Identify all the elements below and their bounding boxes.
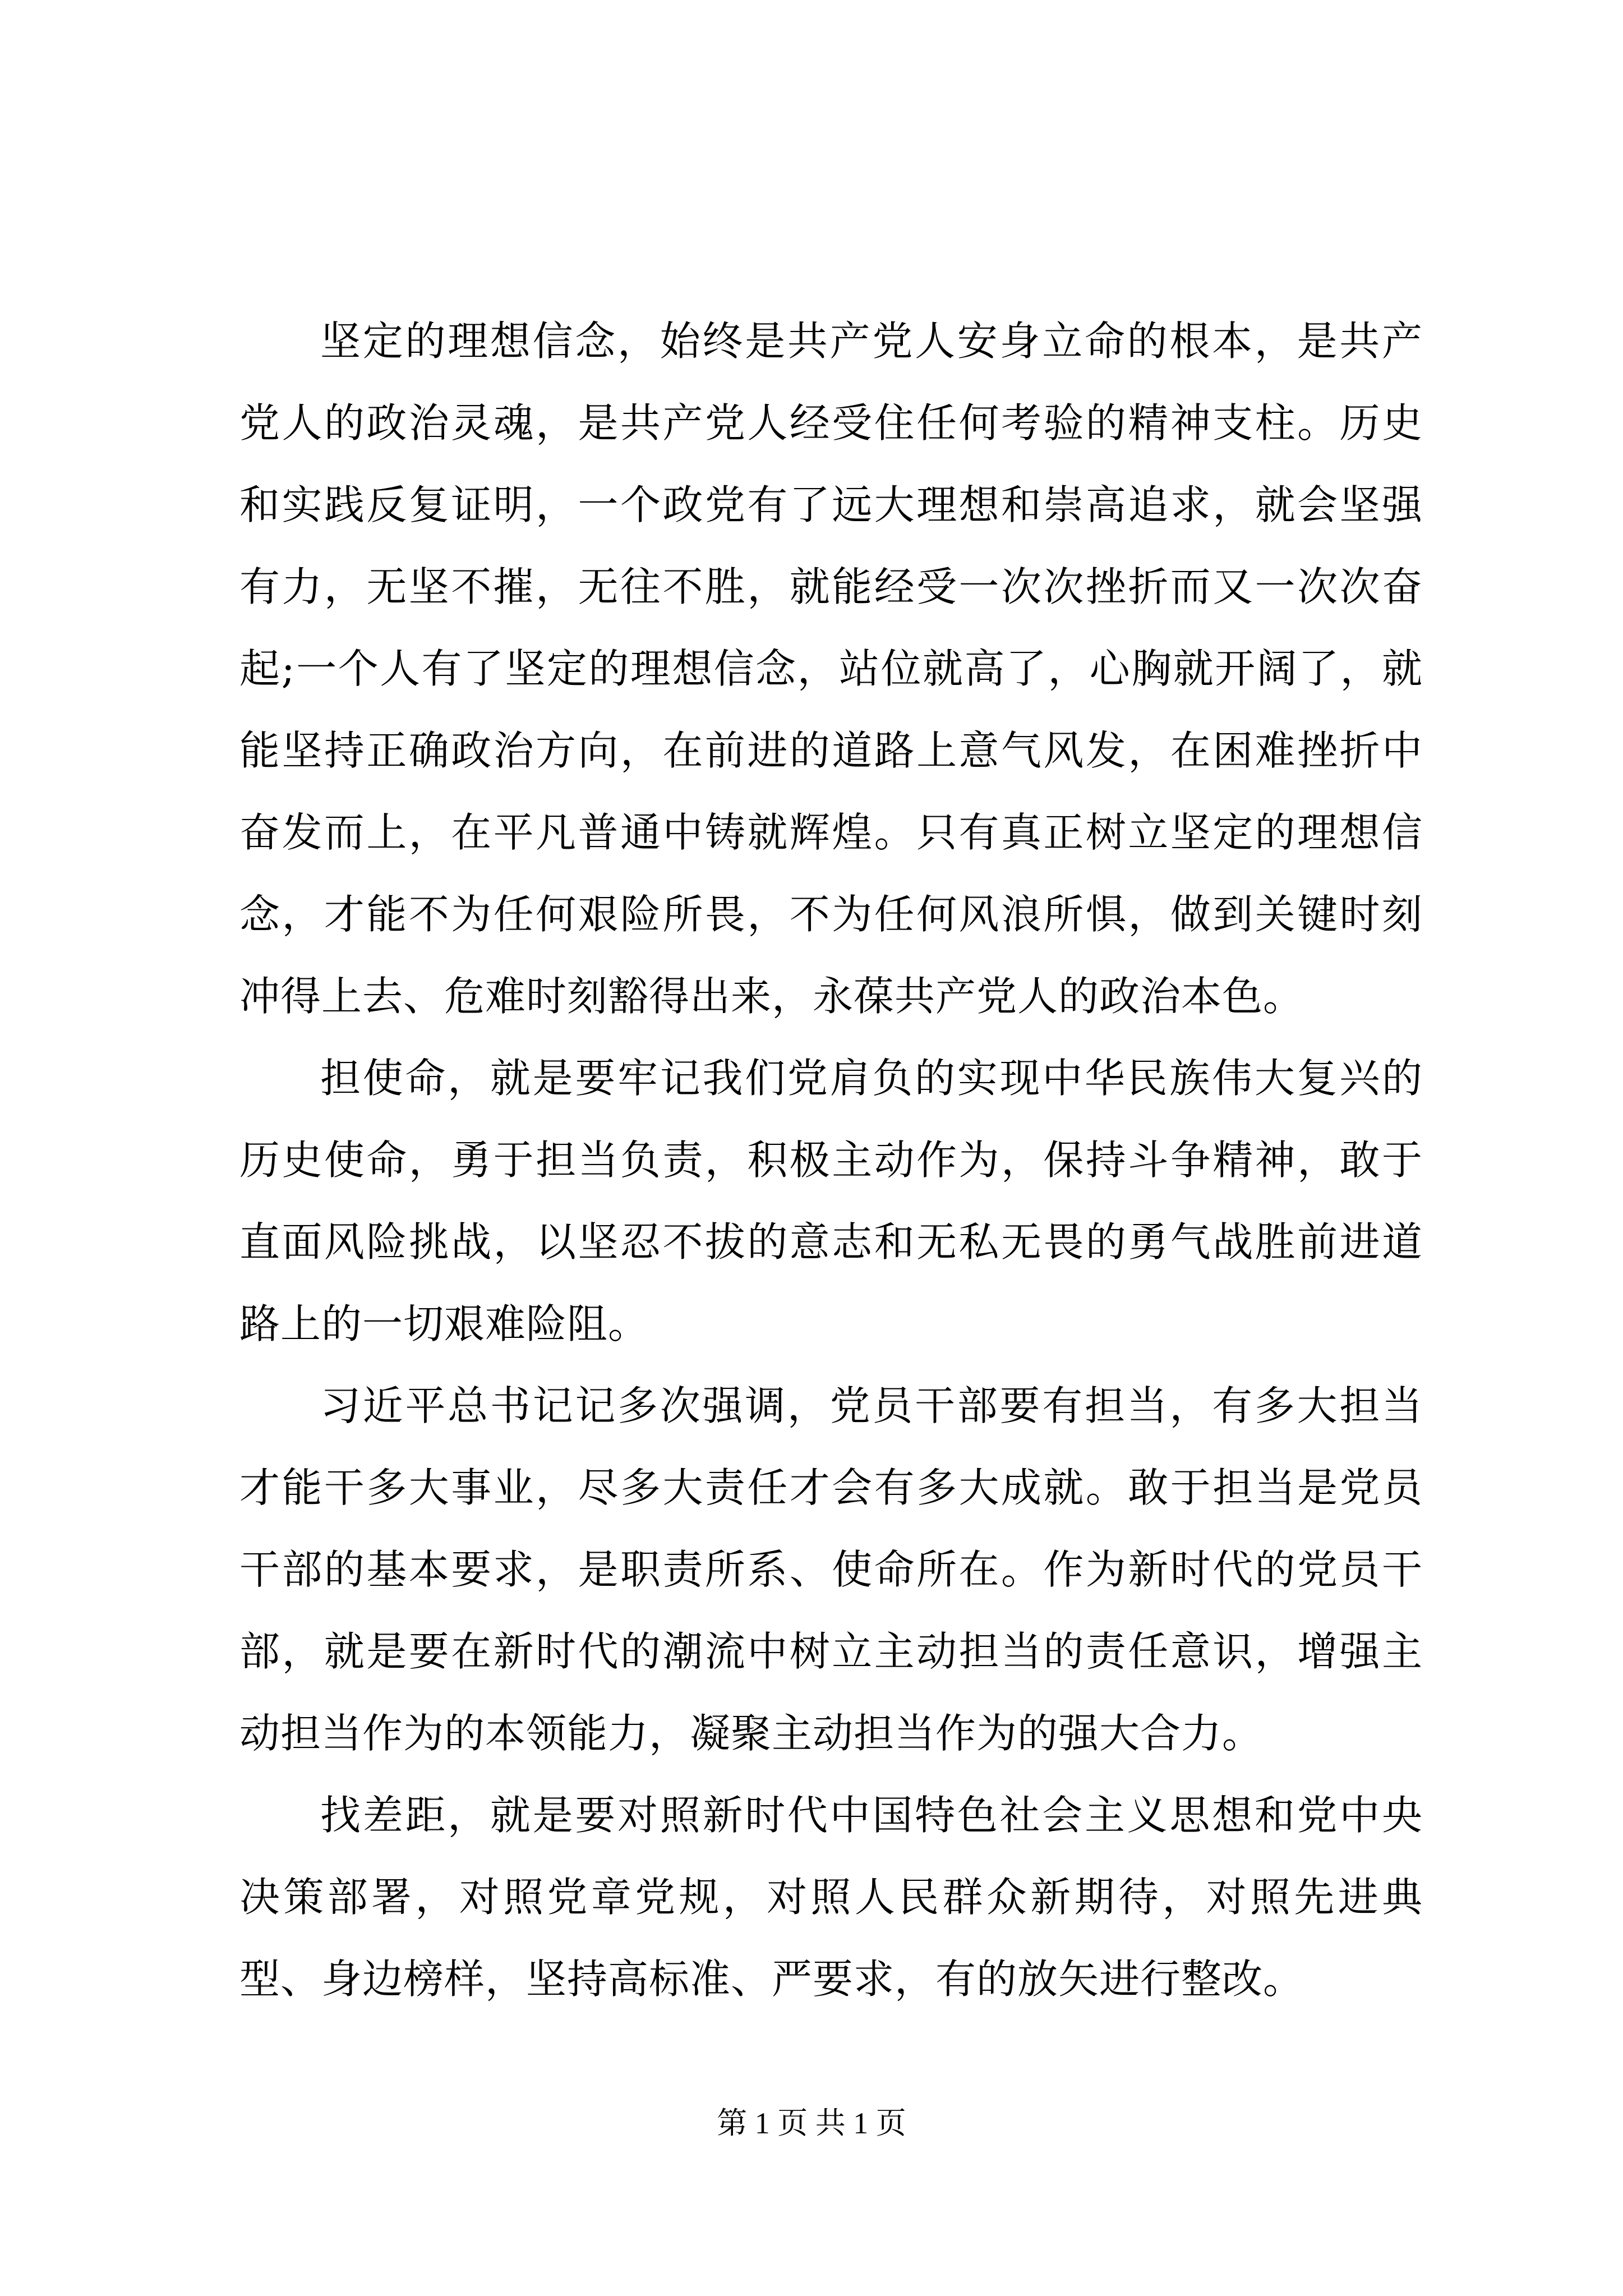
paragraph-responsibility: 习近平总书记记多次强调，党员干部要有担当，有多大担当才能干多大事业，尽多大责任才会有多大成就。敢于担当是党员干部的基本要求，是职责所系、使命所在。作为新时代的党员干部，就是要在新时代的潮流中树立主动担当的责任意识，增强主动担当作为的本领能力，凝聚主动担当作为的强大合力。: [239, 1382, 1423, 1757]
document-body: [239, 300, 1423, 2020]
paragraph-find-gaps: 找差距，就是要对照新时代中国特色社会主义思想和党中央决策部署，对照党章党规，对照人民群众新期待，对照先进典型、身边榜样，坚持高标准、严要求，有的放矢进行整改。: [239, 1792, 1423, 2003]
paragraph-ideals: 坚定的理想信念，始终是共产党人安身立命的根本，是共产党人的政治灵魂，是共产党人经受住任何考验的精神支柱。历史和实践反复证明，一个政党有了远大理想和崇高追求，就会坚强有力，无坚不摧，无往不胜，就能经受一次次挫折而又一次次奋起;一个人有了坚定的理想信念，站位就高了，心胸就开阔了，就能坚持正确政治方向，在前进的道路上意气风发，在困难挫折中奋发而上，在平凡普通中铸就辉煌。只有真正树立坚定的理想信念，才能不为任何艰险所畏，不为任何风浪所惧，做到关键时刻冲得上去、危难时刻豁得出来，永葆共产党人的政治本色。: [239, 318, 1423, 1020]
page-number-footer: 第 1 页 共 1 页: [717, 2106, 906, 2140]
paragraph-mission: 担使命，就是要牢记我们党肩负的实现中华民族伟大复兴的历史使命，勇于担当负责，积极主动作为，保持斗争精神，敢于直面风险挑战，以坚忍不拔的意志和无私无畏的勇气战胜前进道路上的一切艰难险阻。: [239, 1055, 1423, 1347]
